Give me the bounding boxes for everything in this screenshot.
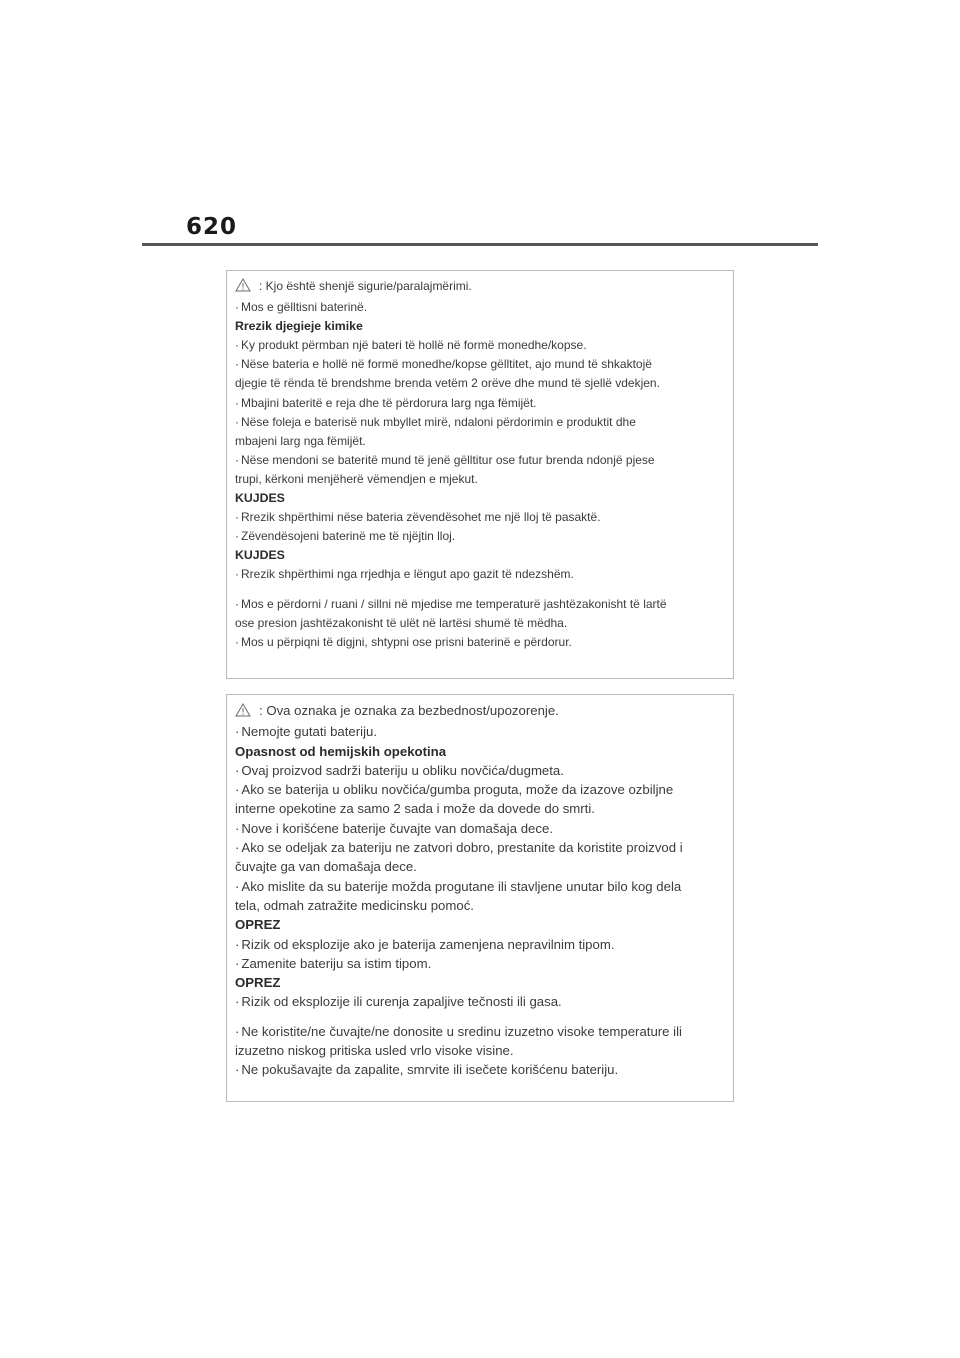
text-line	[235, 633, 725, 652]
warning-triangle-icon	[235, 278, 251, 298]
bullet-dot: ·	[235, 452, 239, 467]
text-line	[235, 298, 725, 317]
serbian-intro-line	[235, 701, 725, 722]
bullet-dot: ·	[235, 878, 240, 894]
bullet-dot: ·	[235, 762, 240, 778]
serbian-lines	[235, 722, 725, 1079]
line-text: čuvajte ga van domašaja dece.	[235, 859, 417, 875]
text-line	[235, 614, 725, 633]
line-text: Rizik od eksplozije ili curenja zapaljive tečnosti ili gasa.	[241, 994, 562, 1010]
line-text: Ky produkt përmban një bateri të hollë në formë monedhe/kopse.	[241, 338, 587, 353]
text-line	[235, 1022, 725, 1041]
text-line	[235, 954, 725, 973]
line-text: Mos e përdorni / ruani / sillni në mjedise me temperaturë jashtëzakonisht të lartë	[241, 596, 667, 611]
line-text: Mos u përpiqni të digjni, shtypni ose prisni baterinë e përdorur.	[241, 634, 572, 649]
text-line	[235, 336, 725, 355]
header-rule	[142, 243, 818, 246]
bullet-dot: ·	[235, 338, 239, 353]
line-text: Ako se odeljak za bateriju ne zatvori dobro, prestanite da koristite proizvod i	[241, 840, 683, 856]
text-line	[235, 722, 725, 741]
text-line	[235, 595, 725, 614]
text-line	[235, 1041, 725, 1060]
bullet-dot: ·	[235, 840, 240, 856]
line-text: Mos e gëlltisni baterinë.	[241, 300, 368, 315]
line-text: Zamenite bateriju sa istim tipom.	[241, 955, 432, 971]
page-number: 620	[186, 214, 238, 240]
bullet-dot: ·	[235, 955, 240, 971]
line-text: trupi, kërkoni menjëherë vëmendjen e mjekut.	[235, 471, 478, 486]
bullet-dot: ·	[235, 414, 239, 429]
text-line	[235, 355, 725, 374]
text-line	[235, 413, 725, 432]
line-text: Ovaj proizvod sadrži bateriju u obliku novčića/dugmeta.	[241, 762, 564, 778]
text-line	[235, 451, 725, 470]
bullet-dot: ·	[235, 782, 240, 798]
line-text: Nëse bateria e hollë në formë monedhe/kopse gëlltitet, ajo mund të shkaktojë	[241, 357, 652, 372]
text-line	[235, 527, 725, 546]
line-text: Nove i korišćene baterije čuvajte van domašaja dece.	[241, 820, 553, 836]
line-text: Rrezik shpërthimi nëse bateria zëvendësohet me një lloj të pasaktë.	[241, 510, 601, 525]
text-line	[235, 565, 725, 584]
bullet-dot: ·	[235, 596, 239, 611]
line-text: KUJDES	[235, 491, 285, 506]
section-heading	[235, 973, 725, 992]
line-text: Ne koristite/ne čuvajte/ne donosite u sredinu izuzetno visoke temperature ili	[241, 1023, 682, 1039]
bullet-dot: ·	[235, 1062, 240, 1078]
text-line	[235, 935, 725, 954]
serbian-warning-box	[226, 694, 734, 1102]
line-text: Nëse foleja e baterisë nuk mbyllet mirë, ndaloni përdorimin e produktit dhe	[241, 414, 636, 429]
line-text: ose presion jashtëzakonisht të ulët në lartësi shumë të mëdha.	[235, 615, 568, 630]
text-line	[235, 992, 725, 1011]
bullet-dot: ·	[235, 634, 239, 649]
albanian-warning-box	[226, 270, 734, 679]
paragraph-gap	[235, 1012, 725, 1022]
serbian-intro-text: : Ova oznaka je oznaka za bezbednost/upozorenje.	[259, 703, 559, 718]
bullet-dot: ·	[235, 529, 239, 544]
paragraph-gap	[235, 585, 725, 595]
bullet-dot: ·	[235, 1023, 240, 1039]
bullet-dot: ·	[235, 357, 239, 372]
line-text: Nemojte gutati bateriju.	[241, 724, 378, 740]
text-line	[235, 877, 725, 896]
bullet-dot: ·	[235, 820, 240, 836]
bullet-dot: ·	[235, 395, 239, 410]
line-text: Mbajini bateritë e reja dhe të përdorura larg nga fëmijët.	[241, 395, 537, 410]
text-line	[235, 374, 725, 393]
line-text: Nëse mendoni se bateritë mund të jenë gëlltitur ose futur brenda ndonjë pjese	[241, 452, 655, 467]
section-heading	[235, 742, 725, 761]
text-line	[235, 780, 725, 799]
line-text: Ako se baterija u obliku novčića/gumba proguta, može da izazove ozbiljne	[241, 782, 674, 798]
text-line	[235, 394, 725, 413]
section-heading	[235, 546, 725, 565]
section-heading	[235, 317, 725, 336]
line-text: mbajeni larg nga fëmijët.	[235, 433, 366, 448]
line-text: OPREZ	[235, 917, 281, 933]
line-text: Rrezik shpërthimi nga rrjedhja e lëngut apo gazit të ndezshëm.	[241, 567, 574, 582]
line-text: djegie të rënda të brendshme brenda vetëm 2 orëve dhe mund të sjellë vdekjen.	[235, 376, 660, 391]
text-line	[235, 470, 725, 489]
albanian-intro-text: : Kjo është shenjë sigurie/paralajmërimi.	[259, 279, 472, 293]
warning-triangle-icon	[235, 703, 251, 722]
line-text: Rizik od eksplozije ako je baterija zamenjena nepravilnim tipom.	[241, 936, 615, 952]
text-line	[235, 508, 725, 527]
bullet-dot: ·	[235, 567, 239, 582]
text-line	[235, 819, 725, 838]
section-heading	[235, 489, 725, 508]
bullet-dot: ·	[235, 724, 240, 740]
line-text: Opasnost od hemijskih opekotina	[235, 743, 447, 759]
text-line	[235, 761, 725, 780]
text-line	[235, 838, 725, 857]
text-line	[235, 857, 725, 876]
text-line	[235, 896, 725, 915]
text-line	[235, 1060, 725, 1079]
section-heading	[235, 915, 725, 934]
line-text: interne opekotine za samo 2 sada i može da dovede do smrti.	[235, 801, 595, 817]
bullet-dot: ·	[235, 300, 239, 315]
line-text: Ne pokušavajte da zapalite, smrvite ili isečete korišćenu bateriju.	[241, 1062, 619, 1078]
bullet-dot: ·	[235, 510, 239, 525]
text-line	[235, 432, 725, 451]
text-line	[235, 799, 725, 818]
line-text: izuzetno niskog pritiska usled vrlo visoke visine.	[235, 1043, 514, 1059]
albanian-intro-line	[235, 277, 725, 298]
bullet-dot: ·	[235, 994, 240, 1010]
line-text: OPREZ	[235, 975, 281, 991]
line-text: tela, odmah zatražite medicinsku pomoć.	[235, 897, 474, 913]
bullet-dot: ·	[235, 936, 240, 952]
line-text: Ako mislite da su baterije možda progutane ili stavljene unutar bilo kog dela	[241, 878, 682, 894]
albanian-lines	[235, 298, 725, 652]
line-text: Rrezik djegieje kimike	[235, 319, 363, 334]
line-text: KUJDES	[235, 548, 285, 563]
line-text: Zëvendësojeni baterinë me të njëjtin lloj.	[241, 529, 456, 544]
